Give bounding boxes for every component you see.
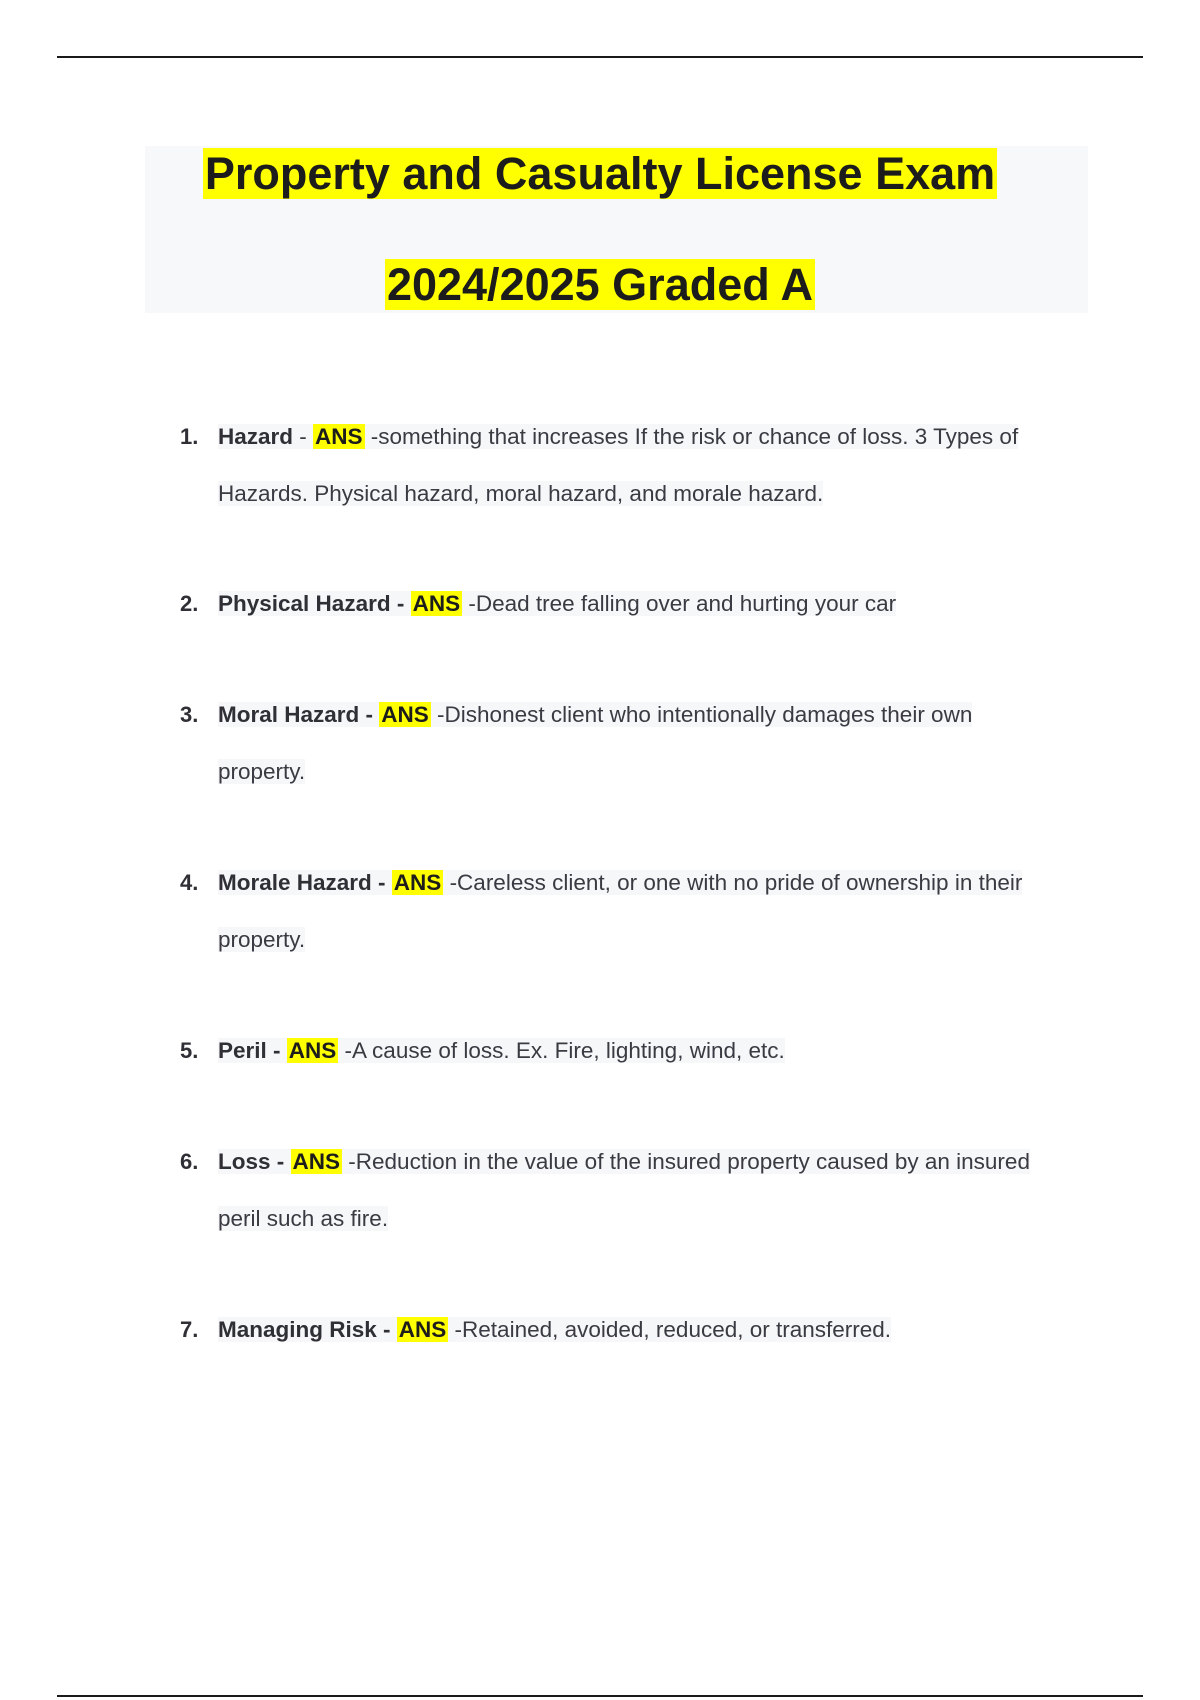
item-number: 5. [180, 1038, 199, 1063]
item-answer-1: -Dishonest client who intentionally damages their own [430, 702, 973, 727]
ans-label: ANS [288, 1038, 337, 1063]
item-line-2 [218, 911, 1098, 968]
item-text [218, 408, 1098, 522]
item-term: Managing Risk - [218, 1317, 397, 1342]
item-line-2 [218, 1190, 1098, 1247]
item-number: 2. [180, 591, 199, 616]
item-answer-1: -A cause of loss. Ex. Fire, lighting, wind, etc. [338, 1038, 785, 1063]
ans-label: ANS [315, 424, 363, 449]
item-line-2 [218, 743, 1098, 800]
ans-label: ANS [393, 870, 442, 895]
item-line-2 [218, 465, 1098, 522]
item-answer-2: property. [218, 759, 306, 784]
item-answer-1: -Careless client, or one with no pride of ownership in their [443, 870, 1023, 895]
title-text-2: 2024/2025 Graded A [386, 259, 814, 310]
item-number: 3. [180, 702, 199, 727]
item-text [218, 686, 1098, 800]
item-line-1 [218, 854, 1098, 911]
item-term: Moral Hazard - [218, 702, 380, 727]
item-text [218, 1301, 1098, 1358]
item-line-1 [218, 686, 1098, 743]
ans-label: ANS [292, 1149, 341, 1174]
item-text [218, 1022, 1098, 1079]
item-answer-2: Hazards. Physical hazard, moral hazard, and morale hazard. [218, 481, 824, 506]
item-number: 6. [180, 1149, 199, 1174]
item-answer-1: -Retained, avoided, reduced, or transferred. [448, 1317, 892, 1342]
item-separator: - [293, 424, 314, 449]
item-term: Loss - [218, 1149, 291, 1174]
item-answer-1: -something that increases If the risk or chance of loss. 3 Types of [364, 424, 1019, 449]
title-text-1: Property and Casualty License Exam [204, 148, 996, 199]
item-answer-2: peril such as fire. [218, 1206, 389, 1231]
item-line-1 [218, 575, 1098, 632]
item-term: Peril - [218, 1038, 287, 1063]
item-number: 1. [180, 424, 199, 449]
item-line-1 [218, 1133, 1098, 1190]
item-number: 7. [180, 1317, 199, 1342]
item-number: 4. [180, 870, 199, 895]
item-line-1 [218, 408, 1098, 465]
item-term: Physical Hazard - [218, 591, 411, 616]
item-line-1 [218, 1301, 1098, 1358]
item-answer-2: property. [218, 927, 306, 952]
item-text [218, 575, 1098, 632]
item-text [218, 854, 1098, 968]
bottom-rule [57, 1695, 1143, 1697]
item-term: Hazard [218, 424, 294, 449]
item-term: Morale Hazard - [218, 870, 392, 895]
item-line-1 [218, 1022, 1098, 1079]
item-text [218, 1133, 1098, 1247]
ans-label: ANS [398, 1317, 447, 1342]
item-answer-1: -Reduction in the value of the insured property caused by an insured [342, 1149, 1030, 1174]
item-answer-1: -Dead tree falling over and hurting your car [462, 591, 897, 616]
ans-label: ANS [412, 591, 461, 616]
ans-label: ANS [381, 702, 429, 727]
